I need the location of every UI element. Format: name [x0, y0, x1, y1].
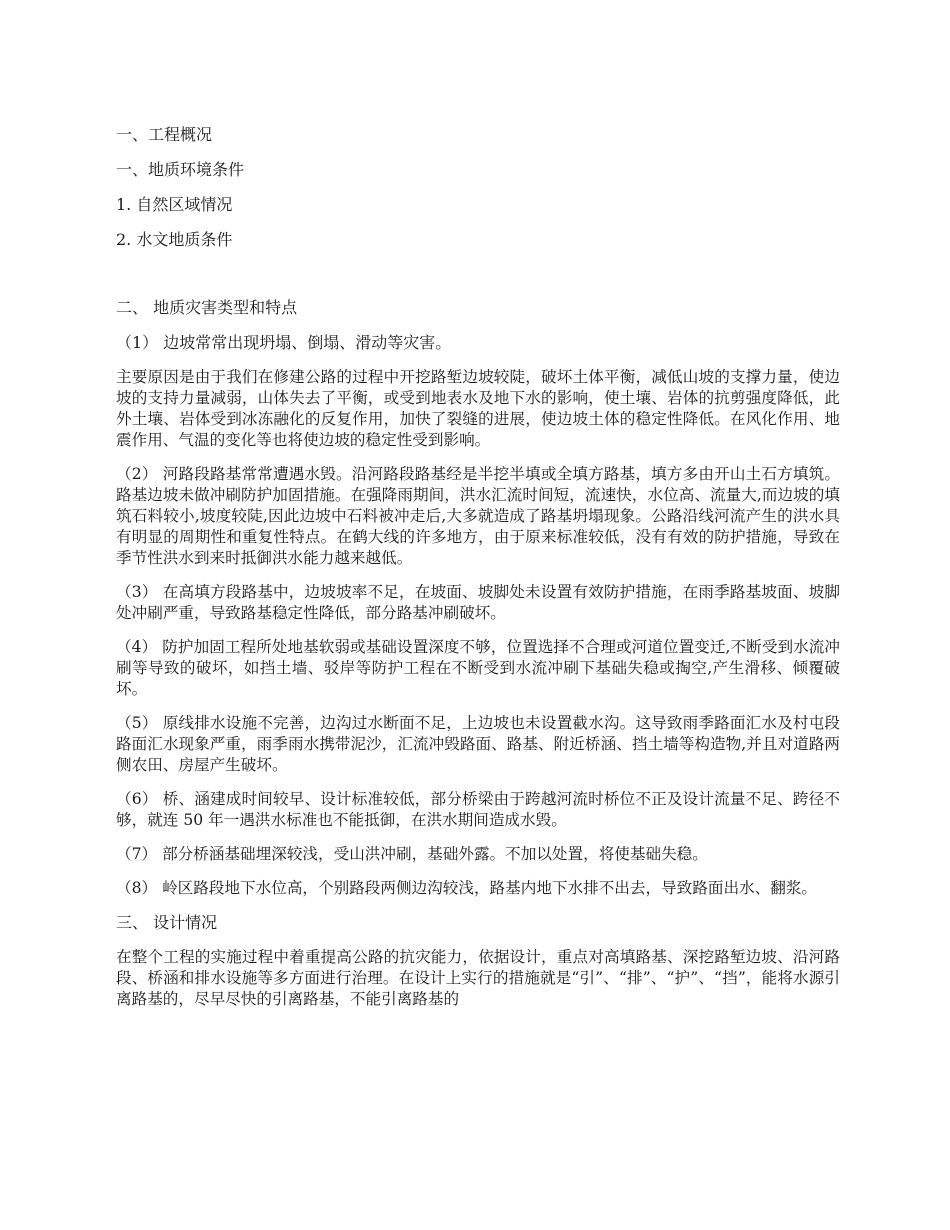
hazard-item-1: （1） 边坡常常出现坍塌、倒塌、滑动等灾害。 [116, 333, 452, 352]
paragraph-design-measures: 在整个工程的实施过程中着重提高公路的抗灾能力，依据设计，重点对高填路基、深挖路堑边坡、沿河路段、桥涵和排水设施等多方面进行治理。在设计上实行的措施就是“引”、“排”、“护”、“挡”，能将水源引离路基的，尽早尽快的引离路基，不能引离路基的 [116, 948, 840, 1008]
paragraph-main-causes: 主要原因是由于我们在修建公路的过程中开挖路堑边坡较陡，破坏土体平衡，减低山坡的支撑力量，使边坡的支持力量减弱，山体失去了平衡，或受到地表水及地下水的影响，使土壤、岩体的抗剪强度降低，此外土壤、岩体受到冰冻融化的反复作用，加快了裂缝的进展，使边坡土体的稳定性降低。在风化作用、地震作用、气温的变化等也将使边坡的稳定性受到影响。 [116, 368, 840, 449]
hazard-item-3: （3） 在高填方段路基中，边坡坡率不足，在坡面、坡脚处未设置有效防护措施，在雨季路基坡面、坡脚处冲刷严重，导致路基稳定性降低，部分路基冲刷破坏。 [116, 583, 840, 622]
subheading-natural-region: 1. 自然区域情况 [116, 195, 233, 214]
hazard-item-4: （4） 防护加固工程所处地基软弱或基础设置深度不够，位置选择不合理或河道位置变迁,不断受到水流冲刷等导致的破坏，如挡土墙、驳岸等防护工程在不断受到水流冲刷下基础失稳或掏空,产生滑移、倾覆破坏。 [116, 638, 840, 698]
hazard-item-7: （7） 部分桥涵基础埋深较浅，受山洪冲刷，基础外露。不加以处置，将使基础失稳。 [116, 845, 708, 863]
section-heading-project-overview: 一、工程概况 [116, 125, 213, 144]
hazard-item-8: （8） 岭区路段地下水位高，个别路段两侧边沟较浅，路基内地下水排不出去，导致路面出水、翻浆。 [116, 879, 818, 897]
section-heading-design: 三、 设计情况 [116, 913, 218, 932]
hazard-item-5: （5） 原线排水设施不完善，边沟过水断面不足，上边坡也未设置截水沟。这导致雨季路面汇水及村屯段路面汇水现象严重，雨季雨水携带泥沙，汇流冲毁路面、路基、附近桥涵、挡土墙等构造物,并且对道路两侧农田、房屋产生破坏。 [116, 714, 840, 774]
document-page [116, 124, 840, 1010]
section-heading-geological-conditions: 一、地质环境条件 [116, 160, 245, 179]
hazard-item-6: （6） 桥、涵建成时间较早、设计标准较低，部分桥梁由于跨越河流时桥位不正及设计流量不足、跨径不够，就连 50 年一遇洪水标准也不能抵御，在洪水期间造成水毁。 [116, 790, 840, 829]
section-heading-hazard-types: 二、 地质灾害类型和特点 [116, 298, 298, 317]
hazard-item-2: （2） 河路段路基常常遭遇水毁。沿河路段路基经是半挖半填或全填方路基，填方多由开山土石方填筑。路基边坡未做冲刷防护加固措施。在强降雨期间，洪水汇流时间短，流速快，水位高、流量大,而边坡的填筑石料较小,坡度较陡,因此边坡中石料被冲走后,大多就造成了路基坍塌现象。公路沿线河流产生的洪水具有明显的周期性和重复性特点。在鹤大线的许多地方，由于原来标准较低，没有有效的防护措施，导致在季节性洪水到来时抵御洪水能力越来越低。 [116, 465, 840, 567]
subheading-hydrogeology: 2. 水文地质条件 [116, 230, 233, 249]
